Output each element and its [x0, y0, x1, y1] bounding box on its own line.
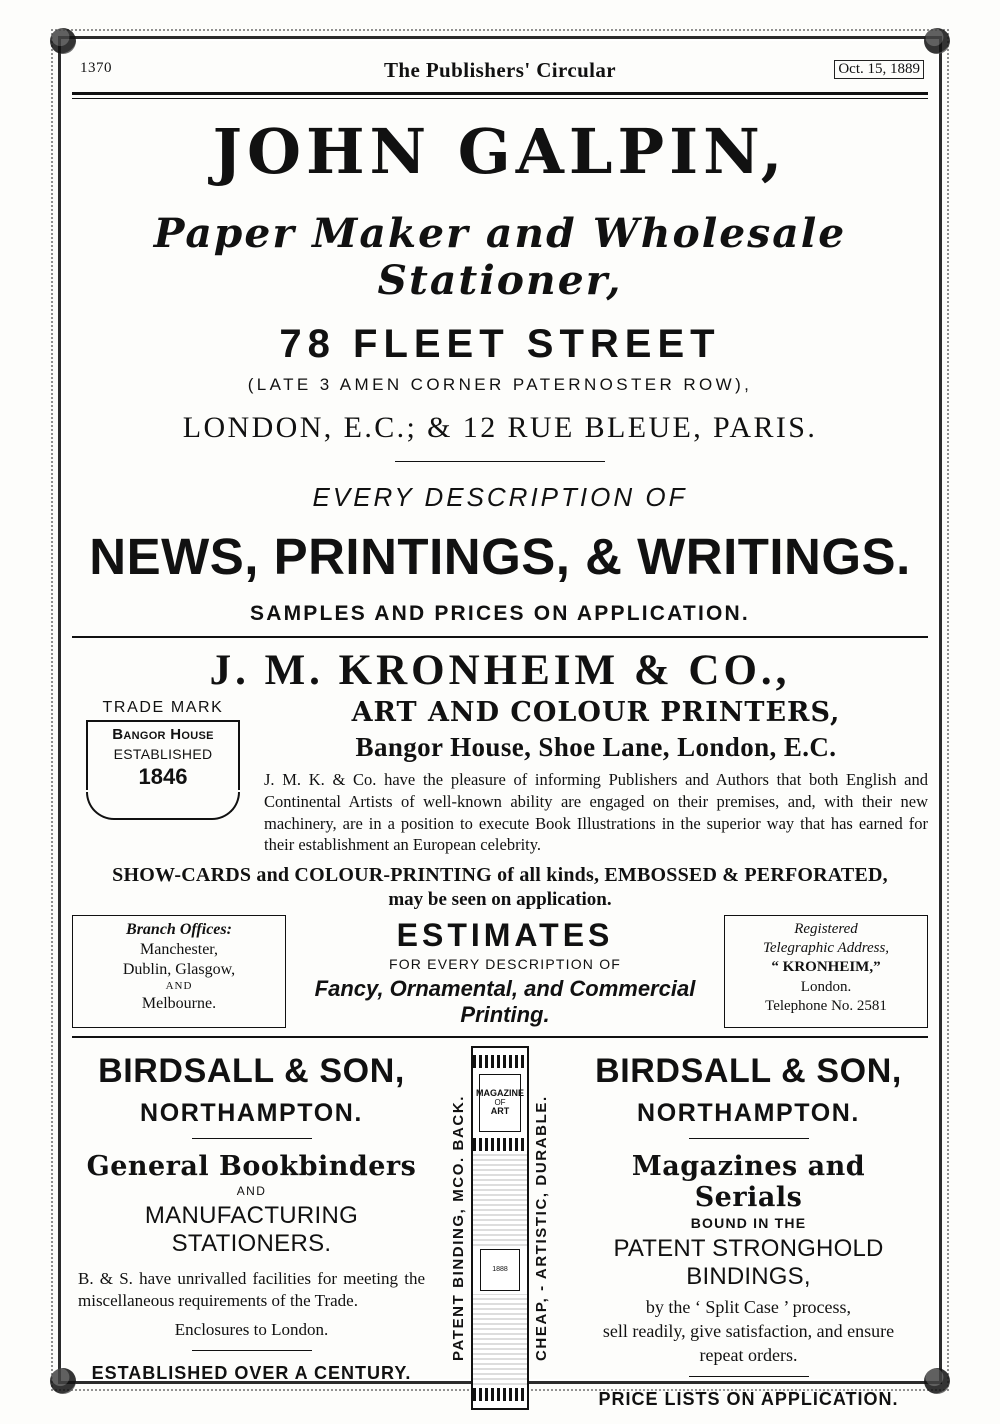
- spine-left-label: PATENT BINDING, MCO. BACK.: [450, 1095, 467, 1362]
- section-divider: [72, 636, 928, 638]
- branch-offices-heading: Branch Offices:: [126, 921, 232, 939]
- birdsall-right-patent: PATENT STRONGHOLD BINDINGS,: [613, 1235, 884, 1291]
- birdsall-right-town: NORTHAMPTON.: [637, 1099, 860, 1128]
- birdsall-left-divider-2: [192, 1350, 312, 1351]
- spine-title-plate: [476, 1074, 524, 1132]
- kronheim-showcards: SHOW-CARDS and COLOUR-PRINTING of all kinds, EMBOSSED & PERFORATED,: [112, 864, 888, 887]
- spine-band-mid: [473, 1138, 527, 1151]
- spine-right-label: CHEAP, - ARTISTIC, DURABLE.: [533, 1095, 550, 1361]
- section-divider-2: [72, 1036, 928, 1038]
- shield-line-2: ESTABLISHED: [113, 746, 213, 762]
- birdsall-right-footer: PRICE LISTS ON APPLICATION.: [598, 1389, 899, 1410]
- birdsall-left-town: NORTHAMPTON.: [140, 1099, 363, 1128]
- branch-office-2: Dublin, Glasgow,: [122, 961, 236, 979]
- galpin-cities: LONDON, E.C.; & 12 RUE BLEUE, PARIS.: [182, 411, 818, 444]
- birdsall-right-title: BIRDSALL & SON,: [595, 1052, 902, 1091]
- galpin-former-address: (LATE 3 AMEN CORNER PATERNOSTER ROW),: [247, 375, 753, 394]
- shield-line-3: 1846: [138, 764, 188, 789]
- galpin-name: JOHN GALPIN,: [212, 115, 788, 188]
- birdsall-right-script: Magazines and Serials: [631, 1151, 866, 1214]
- birdsall-right-divider-2: [689, 1376, 809, 1377]
- birdsall-right-line-2: sell readily, give satisfaction, and ensure: [602, 1321, 895, 1342]
- birdsall-left-body: B. & S. have unrivalled facilities for meeting the miscellaneous requirements of the Trade.: [78, 1269, 425, 1311]
- trademark-shield-icon: [86, 720, 240, 790]
- spine-band-bottom: [473, 1388, 527, 1401]
- birdsall-right-divider: [689, 1138, 809, 1139]
- branch-office-1: Manchester,: [140, 941, 218, 959]
- spine-plate-line-3: ART: [490, 1106, 510, 1117]
- galpin-every-description: EVERY DESCRIPTION OF: [312, 482, 688, 512]
- galpin-samples: SAMPLES AND PRICES ON APPLICATION.: [250, 602, 750, 625]
- issue-date: Oct. 15, 1889: [834, 60, 924, 79]
- estimates-services: Fancy, Ornamental, and Commercial Printing.: [314, 976, 696, 1028]
- spine-band-top: [473, 1055, 527, 1068]
- registered-line-1: Registered: [794, 921, 858, 938]
- header-rule: [72, 92, 928, 99]
- estimates-heading: ESTIMATES: [396, 917, 614, 954]
- galpin-advertisement: [72, 115, 928, 626]
- branch-offices-box: [72, 915, 286, 1028]
- birdsall-left-script: General Bookbinders: [86, 1151, 417, 1183]
- birdsall-advertisement: [72, 1046, 928, 1410]
- galpin-address: 78 FLEET STREET: [279, 322, 721, 366]
- birdsall-right-line-3: repeat orders.: [699, 1345, 798, 1366]
- spine-date-plate: 1888: [480, 1249, 520, 1291]
- kronheim-trademark-block: [72, 697, 254, 820]
- kronheim-advertisement: [72, 646, 928, 1028]
- registered-line-4: London.: [800, 978, 852, 995]
- birdsall-left-manufacturing: MANUFACTURING STATIONERS.: [144, 1202, 359, 1258]
- birdsall-left-enclosures: Enclosures to London.: [174, 1320, 329, 1340]
- birdsall-left-title: BIRDSALL & SON,: [98, 1052, 405, 1091]
- page-number: 1370: [80, 60, 112, 76]
- kronheim-title: J. M. KRONHEIM & CO.,: [209, 647, 791, 694]
- spine-plate-line-2: OF: [494, 1097, 506, 1107]
- kronheim-subtitle: ART AND COLOUR PRINTERS,: [351, 697, 841, 728]
- spine-plate-line-1: MAGAZINE: [476, 1087, 524, 1098]
- galpin-trade: Paper Maker and Wholesale Stationer,: [153, 210, 847, 304]
- running-head: [72, 50, 928, 90]
- birdsall-right-column: [565, 1046, 928, 1410]
- birdsall-left-footer: ESTABLISHED OVER A CENTURY.: [91, 1363, 412, 1384]
- registered-line-3: “ KRONHEIM,”: [771, 959, 881, 976]
- shield-base: [86, 792, 240, 820]
- spine-texture-2: [473, 1294, 527, 1386]
- birdsall-left-and: AND: [236, 1184, 267, 1199]
- book-spine-illustration: [435, 1046, 565, 1410]
- shield-line-1: Bangor House: [112, 726, 214, 743]
- estimates-block: [286, 915, 724, 1028]
- trade-mark-label: TRADE MARK: [102, 699, 224, 716]
- telephone-number: Telephone No. 2581: [765, 997, 887, 1014]
- birdsall-right-line-1: by the ‘ Split Case ’ process,: [645, 1297, 852, 1318]
- branch-offices-and: AND: [165, 980, 193, 993]
- page-content: [72, 50, 928, 1410]
- kronheim-address: Bangor House, Shoe Lane, London, E.C.: [355, 732, 837, 762]
- birdsall-left-divider: [192, 1138, 312, 1139]
- registered-line-2: Telegraphic Address,: [762, 940, 890, 957]
- galpin-products: NEWS, PRINTINGS, & WRITINGS.: [89, 528, 911, 585]
- birdsall-left-column: [72, 1046, 435, 1410]
- publication-title: The Publishers' Circular: [383, 57, 617, 82]
- kronheim-body-text: J. M. K. & Co. have the pleasure of informing Publishers and Authors that both English and Continental Artists of well-known ability are engaged on their premises, and, with their new machinery, are in a position to execute Book Illustrations in the superior way that has earned for their establishment an European celebrity.: [264, 770, 928, 855]
- branch-office-3: Melbourne.: [141, 994, 217, 1012]
- spine-texture: [473, 1154, 527, 1246]
- bound-magazine-icon: [471, 1046, 529, 1410]
- birdsall-right-bound: BOUND IN THE: [690, 1215, 807, 1232]
- galpin-divider: [395, 461, 605, 462]
- estimates-subheading: FOR EVERY DESCRIPTION OF: [388, 956, 622, 973]
- registered-address-box: [724, 915, 928, 1028]
- kronheim-may-be-seen: may be seen on application.: [388, 889, 612, 911]
